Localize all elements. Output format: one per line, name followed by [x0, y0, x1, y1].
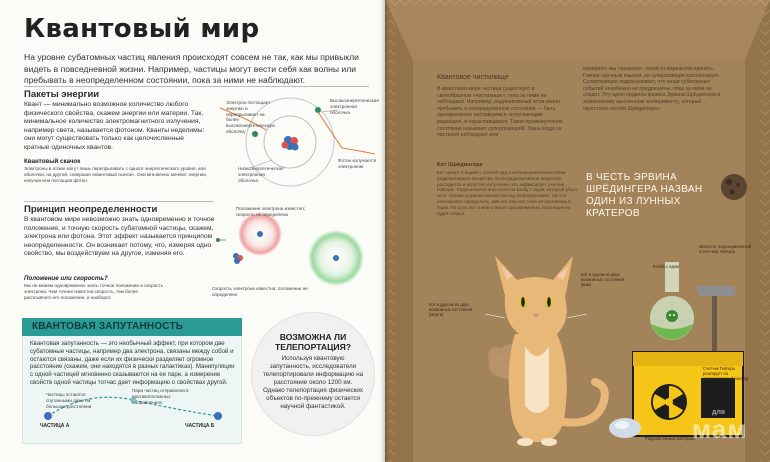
teleport-text: Используя квантовую запутанность, исследователи телепортировали информацию на расстояние около 1200 км. Однако телепортация физических объектов по-прежнему остается научной фантастикой. [262, 355, 364, 410]
label-electron-jump: Электрон поглощает энергию и перепрыгивает на более высокоэнергетическую оболочку [226, 100, 275, 134]
page-title: Квантовый мир [24, 14, 260, 44]
label-high-shell: Высокоэнергетическая электронная оболочка [330, 98, 379, 115]
label-speed-known: Скорость электрона известна; положение не определено [212, 286, 308, 297]
book-spine [380, 0, 390, 462]
uncertainty-heading: Принцип неопределенности [24, 204, 158, 215]
hammer [685, 282, 745, 352]
cat-heading: Кот Шрёдингера [437, 162, 483, 168]
limbo-heading: Квантовое чистилище [437, 74, 509, 81]
nucleus [282, 136, 299, 151]
label-cat-alive: Кот в одном из двух возможных состояний (жив) [581, 272, 624, 287]
watermark: мам [692, 414, 748, 444]
watermark-small: для [712, 409, 725, 416]
label-sent-apart: Пара частиц отправлена в противоположных направлениях [132, 388, 189, 405]
particle-b-label: ЧАСТИЦА Б [185, 423, 215, 429]
section-divider [24, 86, 369, 87]
radioactive-material [605, 412, 645, 442]
crater-fact: В ЧЕСТЬ ЭРВИНА ШРЁДИНГЕРА НАЗВАН ОДИН ИЗ ЛУННЫХ КРАТЕРОВ [586, 172, 703, 219]
label-hammer: Молоток, подсоединенный к счетчику Гейгера [699, 244, 751, 254]
energy-heading: Пакеты энергии [24, 89, 100, 100]
entanglement-text: Квантовая запутанность — это необычный эффект, при котором две субатомные частицы, например два электрона, связаны между собой и остаются связаны, даже если их физически разделяет огромное расстояние (скажем, они находятся в разных галактиках). Манипуляции с одной частицей мгновенно сказываются на ее паре, а измерение свойств одной частицы тотчас дает информацию о свойствах другой. [30, 340, 235, 386]
limbo-text-right: измеряют, мы «решаем», какой из вариантов принять. Говоря научным языком, ее суперпозиция коллапсирует. Суперпозиция подразумевает, что вещи субатомных событий неизбежно не предрешены, пока за ними не следят. Эту идею подвела физика Эрвина Шрёдингера в знаменитому мысленном эксперименту, который окрестили «котом Шрёдингера». [583, 66, 721, 112]
moon-crater-icon [719, 172, 749, 202]
cat-text: Кот заперт в ящике с колбой яда и небольшим количеством радиоактивного вещества. Если радиоактивное вещество распадется и испустит излучение, это зафиксирует счетчик Гейгера. Тогда молоток опустится на колбу с ядом, который убьет кота. Однако радиоактивный распад непредсказуем, так что невозможно определить, жив кот или нет, пока не заглянешь в ящик. По сути, кот и жив и мертв одновременно, пока ящик не будет открыт. [437, 170, 578, 216]
nucleus-small [233, 253, 243, 264]
limbo-text-left: В квантовом мире частица существует в своеобразном «чистилище», пока за ними не наблюдают. Например, радиоактивный атом может пребывать в неопределенном состоянии — быть одновременно распавшимся, испускающим радиацию, и нераспавшимся. Такое промежуточное состояние называют суперпозицией. Лишь когда за частицей наблюдают или [437, 86, 563, 139]
label-stay-entangled: Частицы остаются спутанными даже на большом расстоянии [46, 392, 92, 409]
label-radioactive: Радиоактивный материал [645, 436, 696, 441]
label-position-known: Положение электрона известно; скорость не определена [236, 206, 306, 217]
particle-a-label: ЧАСТИЦА А [40, 423, 70, 429]
label-photon: Фотон излучается электроном [338, 158, 377, 169]
uncertainty-text: В квантовом мире невозможно знать одновременно и точное положение, и точную скорость субатомной частицы, скажем, электрона или фотона. Этот эффект называется принципом неопределенности. Он возникает потому, что, измеряя одно свойство, мы воздействуем на другое, изменяя его. [24, 216, 215, 258]
section-divider [24, 201, 214, 202]
position-or-speed-text: Мы не можем одновременно знать точное положение и скорость электрона. Чем точнее известна скорость, тем более расплывчато его положение, и наоборот. [24, 283, 163, 300]
quantum-jump-title: Квантовый скачок [24, 158, 81, 165]
position-or-speed-title: Положение или скорость? [24, 275, 108, 282]
label-cat-dead: Кот в другом из двух возможных состояний (мертв) [429, 302, 472, 317]
label-geiger: Счетчик Гейгера реагирует на радиоактивный распад [703, 366, 749, 381]
label-poison: Колба с ядом [653, 264, 680, 269]
quantum-jump-text: Электроны в атоме могут лишь перепрыгивать с одного энергетического уровня, или оболочки, на другой, совершая «квантовый скачок». Они мгновенно меняют энергию, излучая или поглощая фотон. [24, 166, 208, 183]
teleport-heading: ВОЗМОЖНА ЛИ ТЕЛЕПОРТАЦИЯ? [274, 332, 352, 352]
energy-text: Квант — минимально возможное количество любого физического свойства, скажем энергии или материи. Так, минимальное количество электромагнитного излучения, например света, называется фотоном. Кванты неделимы: они могут существовать только как целочисленные кратные одиночных квантов. [24, 101, 205, 151]
intro-paragraph: На уровне субатомных частиц явления происходят совсем не так, как мы привыкли видеть в повседневной жизни. Например, частицы могут вести себя как волны или пребывать в неопределенном состоянии, пока за ними не наблюдают. [24, 52, 359, 85]
label-low-shell: Низкоэнергетическая электронная оболочка [238, 166, 284, 183]
right-page [385, 0, 770, 462]
entanglement-heading: КВАНТОВАЯ ЗАПУТАННОСТЬ [32, 321, 184, 332]
